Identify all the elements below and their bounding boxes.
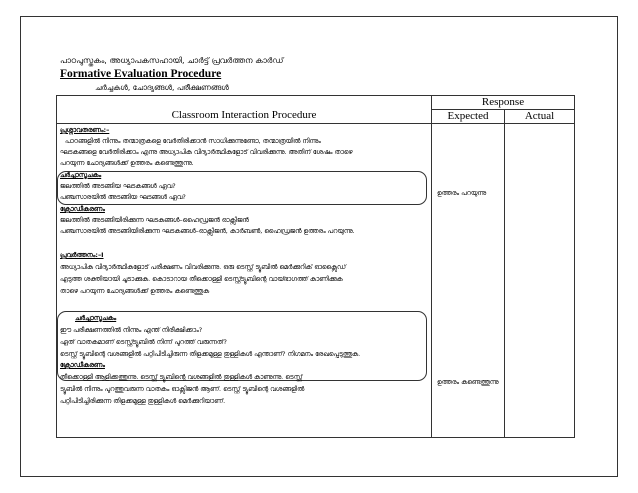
text-line: ഘടകങ്ങളെ വേര്‍തിരിക്കാം എന്നു അധ്യാപിക വിദ്യാര്‍ത്ഥികളോട് വിവരിക്കുന്നു. അതിന് ശേഷം താഴെ — [60, 148, 353, 156]
section-heading: ക്രോഡീകരണം — [60, 205, 105, 213]
text-line: ടെസ്റ്റ് ട്യൂബിന്റെ വശങ്ങളില്‍ പറ്റിപിടിച്ചിരുന്ന തിളക്കമുള്ള തുള്ളികള്‍ എന്താണ്? നിഗമനം രേഖപ്പെടുത്തുക. — [60, 350, 361, 358]
expected-response: ഉത്തരം പറയുന്നു — [437, 189, 487, 197]
text-line: ട്യൂബില്‍ നിന്നും പുറത്തുവരുന്ന വാതകം ഓക്സിജന്‍ ആണ്. ടെസ്റ്റ് ട്യൂബിന്റെ വശങ്ങളില്‍ — [60, 385, 305, 393]
page-title: Formative Evaluation Procedure — [60, 68, 222, 80]
text-line: എടുത്ത ശക്തിയായി ചൂടാക്കുക. കൊടാറായ തീക്കൊള്ളി ടെസ്റ്റ്ട്യൂബിന്റെ വായ്ഭാഗത്ത് കാണിക്കുക — [60, 275, 343, 283]
expected-column-header: Expected — [432, 110, 505, 124]
actual-cell — [505, 124, 575, 438]
expected-cell — [432, 124, 505, 438]
text-line: പറ്റിപിടിച്ചിരിക്കുന്ന തിളക്കമുള്ള തുള്ളികള്‍ മെര്‍ക്കുറിയാണ്. — [60, 397, 226, 405]
procedure-cell — [57, 124, 432, 438]
text-line: ഏത് വാതകമാണ് ടെസ്റ്റ്ട്യൂബില്‍ നിന്ന് പുറത്ത് വരുന്നത്? — [60, 338, 227, 346]
text-line: ജലത്തില്‍ അടങ്ങിയ ഘടകങ്ങള്‍ ഏവ? — [60, 182, 176, 190]
methods-line: ചര്‍ച്ചകള്‍, ചോദ്യങ്ങള്‍, പരീക്ഷണങ്ങള്‍ — [95, 83, 229, 92]
text-line: ഈ പരീക്ഷണത്തില്‍ നിന്നും എന്ത് നിരീക്ഷിക്കാം? — [60, 326, 203, 334]
actual-column-header: Actual — [505, 110, 575, 124]
text-line: പഞ്ചസാരയില്‍ അടങ്ങിയ ഘടങ്ങള്‍ ഏവ? — [60, 193, 186, 201]
section-heading: ചര്‍ച്ചാസൂചകം — [75, 314, 117, 322]
text-line: തീക്കൊള്ളി ആളിക്കത്തുന്നു. ടെസ്റ്റ് ട്യൂബിന്റെ വശങ്ങളില്‍ തുള്ളികള്‍ കാണുന്നു. ടെസ്റ്റ് — [60, 373, 303, 381]
text-line: ജലത്തില്‍ അടങ്ങിയിരിക്കുന്ന ഘടകങ്ങള്‍–ഹൈഡ്രജന്‍ ഓക്സിജന്‍ — [60, 216, 249, 224]
expected-response: ഉത്തരം കണ്ടെത്തുന്നു — [437, 378, 499, 386]
text-line: പഞ്ചസാരയില്‍ അടങ്ങിയിരിക്കുന്ന ഘടകങ്ങള്‍–ഓക്സിജന്‍, കാര്‍ബണ്‍, ഹൈഡ്രജന്‍ ഉത്തരം പറയുന്നു. — [60, 227, 355, 235]
materials-line: പാഠപുസ്തകം, അധ്യാപകസഹായി, ചാര്‍ട്ട് പ്രവര്‍ത്തന കാര്‍ഡ് — [60, 56, 284, 65]
section-heading: ക്രോഡീകരണം — [60, 361, 105, 369]
text-line: താഴെ പറയുന്ന ചോദ്യങ്ങള്‍ക്ക് ഉത്തരം കണ്ടെത്തുക — [60, 287, 210, 295]
section-heading: പ്രവര്‍ത്തനം:–I — [60, 251, 104, 259]
section-heading: ചര്‍ച്ചാസൂചകം — [60, 171, 102, 179]
response-column-header: Response — [432, 96, 575, 110]
text-line: പറയുന്ന ചോദ്യങ്ങള്‍ക്ക് ഉത്തരം കണ്ടെത്തുന്നു. — [60, 159, 194, 167]
section-heading: പ്രശ്നാവതരണം:– — [60, 126, 110, 134]
evaluation-table — [56, 95, 575, 438]
text-line: അധ്യാപിക വിദ്യാര്‍ത്ഥികളോട് പരീക്ഷണം വിവരിക്കുന്നു. ഒരു ടെസ്റ്റ് ട്യൂബില്‍ മെര്‍ക്കുറിക് ഓക്സൈഡ് — [60, 263, 346, 271]
text-line: പാഠങ്ങളില്‍ നിന്നും തന്മാത്രകളെ വേര്‍തിരിക്കാന്‍ സാധിക്കുന്നുണ്ടോ, തന്മാത്രയില്‍ നിന്നും — [65, 137, 321, 145]
procedure-column-header: Classroom Interaction Procedure — [57, 96, 432, 124]
